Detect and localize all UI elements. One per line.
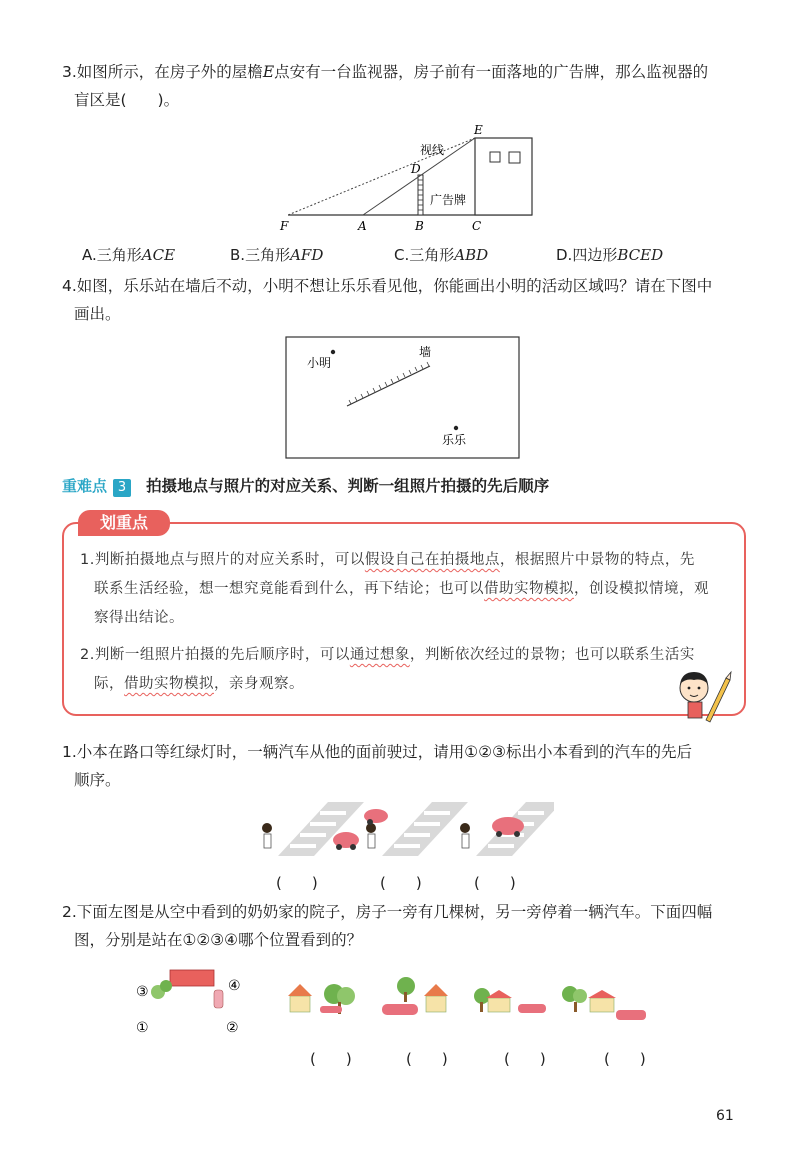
label-f: F [280, 219, 289, 233]
label-sight-line: 视线 [420, 143, 445, 157]
kp1-e: 察得出结论。 [94, 610, 184, 626]
q3-text [62, 58, 752, 114]
kp2-highlight-2: 借助实物模拟 [124, 676, 214, 692]
label-lele: 乐乐 [442, 433, 467, 447]
section-title: 拍摄地点与照片的对应关系、判断一组照片拍摄的先后顺序 [146, 477, 550, 495]
p2-text-a: 下面左图是从空中看到的奶奶家的院子，房子一旁有几棵树，另一旁停着一辆汽车。下面四幅 [76, 903, 713, 921]
section-tag: 重难点 [62, 477, 108, 495]
p2-blank-2[interactable]: ( ) [406, 1050, 448, 1068]
p1-blank-3[interactable]: ( ) [474, 874, 516, 892]
option-text: 三角形 [96, 246, 142, 264]
q4-diagram[interactable] [285, 336, 521, 460]
label-billboard: 广告牌 [430, 193, 467, 207]
kp1-highlight-2: 借助实物模拟 [484, 581, 574, 597]
p1-number: 1. [62, 743, 77, 761]
kp2-b: ，判断依次经过的景物；也可以联系生活实 [409, 647, 695, 663]
q3-diagram [270, 122, 540, 238]
p1-blank-1[interactable]: ( ) [276, 874, 318, 892]
view-4 [562, 986, 646, 1020]
option-shape: ACE [141, 246, 176, 264]
q3-text-a: 如图所示，在房子外的屋檐 [76, 63, 263, 81]
label-b: B [415, 219, 424, 233]
p2-blank-3[interactable]: ( ) [504, 1050, 546, 1068]
position-2: ② [226, 1020, 239, 1036]
q4-text-a: 如图，乐乐站在墙后不动，小明不想让乐乐看见他，你能画出小明的活动区域吗？请在下图中 [76, 277, 713, 295]
picture-2 [364, 802, 468, 856]
position-4: ④ [228, 978, 241, 994]
position-3: ③ [136, 984, 149, 1000]
option-shape: BCED [617, 246, 664, 264]
p1-text [62, 738, 752, 794]
label-wall: 墙 [419, 345, 432, 359]
option-letter: C. [394, 246, 410, 264]
car-crossing-pictures [258, 796, 554, 866]
option-letter: B. [230, 246, 246, 264]
label-xiaoming: 小明 [307, 356, 332, 370]
q4-number: 4. [62, 277, 77, 295]
kp1-c: 联系生活经验，想一想究竟能看到什么，再下结论；也可以 [94, 581, 484, 597]
kp1-d: ，创设模拟情境，观 [574, 581, 709, 597]
option-shape: ABD [454, 246, 489, 264]
p2-blank-4[interactable]: ( ) [604, 1050, 646, 1068]
option-text: 四边形 [572, 246, 618, 264]
label-c: C [472, 219, 482, 233]
key-point-1 [80, 546, 730, 633]
option-letter: A. [82, 246, 97, 264]
q3-option-a[interactable] [82, 244, 175, 265]
section-number: 3 [113, 479, 131, 497]
kp2-c: 际， [94, 676, 124, 692]
label-a: A [358, 219, 367, 233]
kp2-d: ，亲身观察。 [214, 676, 304, 692]
q3-text-line2: 盲区是( )。 [74, 91, 180, 109]
view-2 [382, 977, 448, 1015]
yard-aerial-view [130, 964, 260, 1044]
option-shape: AFD [290, 246, 324, 264]
view-3 [474, 988, 546, 1013]
option-text: 三角形 [245, 246, 291, 264]
label-d: D [411, 162, 421, 176]
p1-blank-2[interactable]: ( ) [380, 874, 422, 892]
q3-text-b: 点安有一台监视器，房子前有一面落地的广告牌，那么监视器的 [274, 63, 709, 81]
kp1-highlight-1: 假设自己在拍摄地点 [364, 552, 500, 568]
key-point-2 [80, 641, 730, 699]
kp2-a: 2.判断一组照片拍摄的先后顺序时，可以 [80, 647, 350, 663]
kp2-highlight-1: 通过想象 [349, 647, 410, 663]
q3-option-b[interactable] [230, 244, 323, 265]
q4-text-line2: 画出。 [74, 305, 121, 323]
page-number: 61 [716, 1108, 734, 1124]
q3-option-c[interactable] [394, 244, 488, 265]
p2-blank-1[interactable]: ( ) [310, 1050, 352, 1068]
p2-number: 2. [62, 903, 77, 921]
q3-point-e: E [262, 63, 275, 81]
position-1: ① [136, 1020, 149, 1036]
four-views [284, 972, 654, 1028]
key-points-label: 划重点 [78, 510, 170, 536]
p2-text-line2: 图，分别是站在①②③④哪个位置看到的？ [74, 931, 363, 949]
p2-text [62, 898, 752, 954]
view-1 [288, 984, 355, 1014]
kp1-b: ，根据照片中景物的特点，先 [499, 552, 695, 568]
q4-text [62, 272, 752, 328]
kp1-a: 1.判断拍摄地点与照片的对应关系时，可以 [80, 552, 365, 568]
cartoon-boy-pencil-icon [668, 666, 732, 724]
q3-number: 3. [62, 63, 77, 81]
option-letter: D. [556, 246, 573, 264]
option-text: 三角形 [409, 246, 455, 264]
picture-1 [262, 802, 364, 856]
p1-text-line2: 顺序。 [74, 771, 121, 789]
section-heading [62, 474, 549, 497]
label-e: E [474, 123, 483, 137]
q3-option-d[interactable] [556, 244, 663, 265]
p1-text-a: 小本在路口等红绿灯时，一辆汽车从他的面前驶过，请用①②③标出小本看到的汽车的先后 [76, 743, 692, 761]
picture-3 [460, 802, 554, 856]
